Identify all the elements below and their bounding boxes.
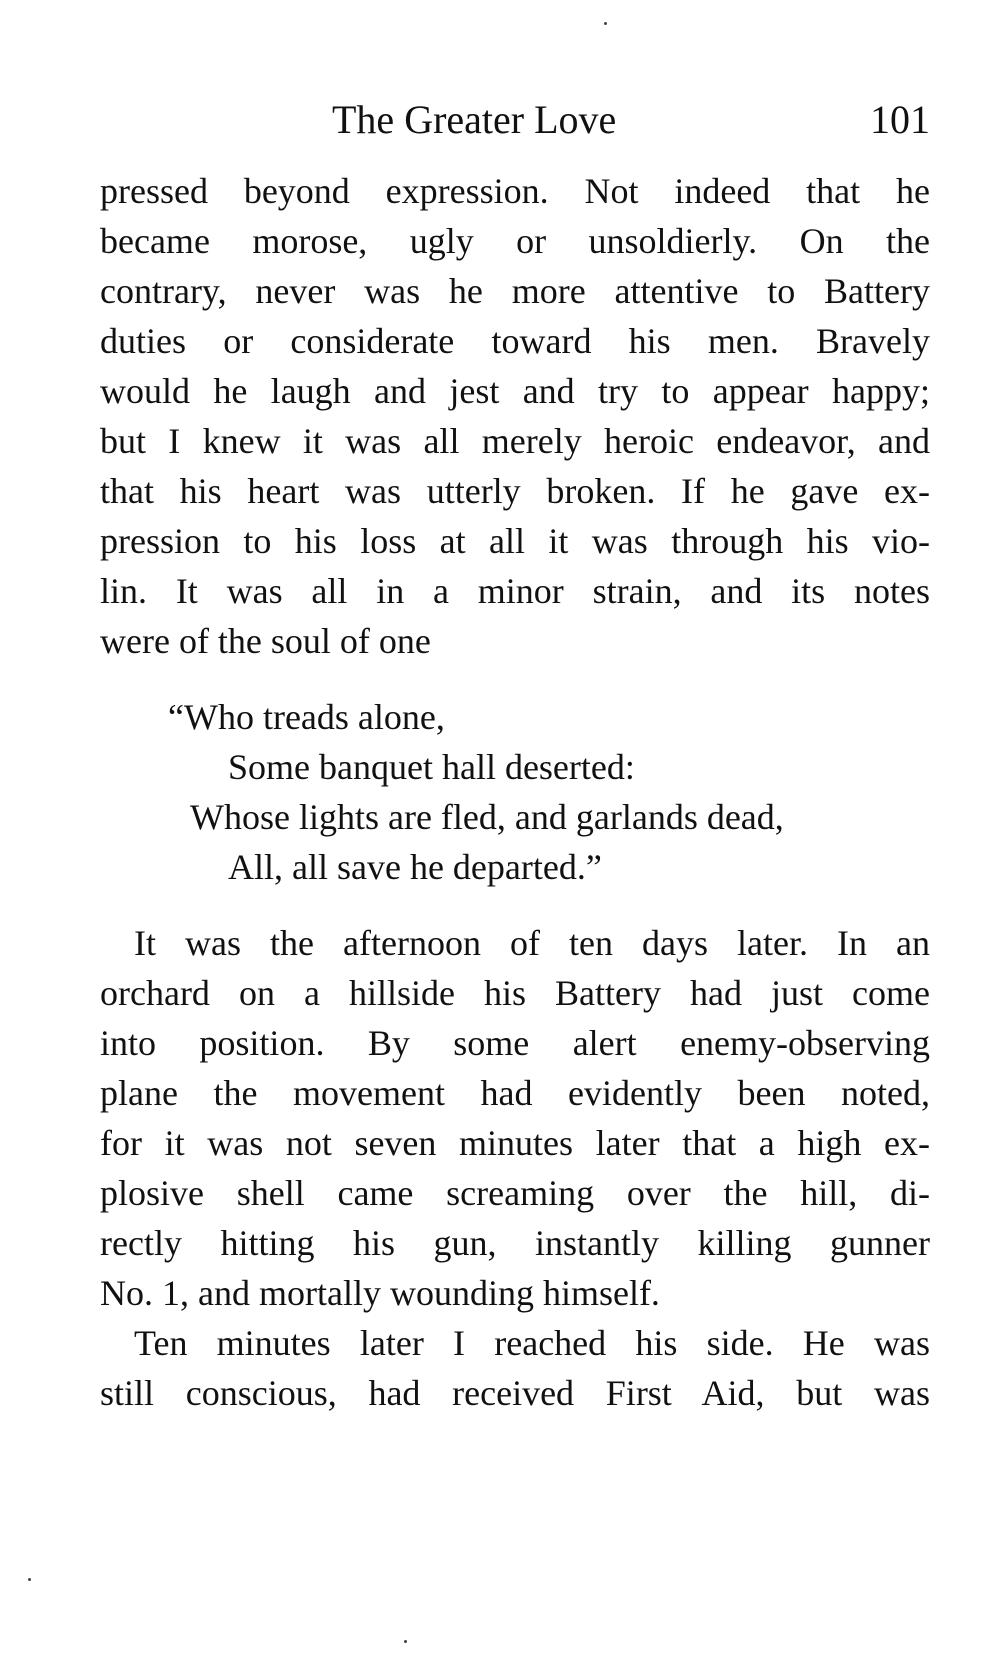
scan-speck [604, 22, 607, 25]
verse-line: “Who treads alone, [168, 697, 445, 737]
text-line: but I knew it was all merely heroic endeavor, and [100, 421, 930, 461]
running-title: The Greater Love [332, 97, 617, 142]
text-line: rectly hitting his gun, instantly killing gunner [100, 1223, 930, 1263]
text-line: It was the afternoon of ten days later. In an [134, 923, 930, 963]
text-line: plane the movement had evidently been noted, [100, 1073, 930, 1113]
text-line: plosive shell came screaming over the hill, di- [100, 1173, 930, 1213]
text-line: pression to his loss at all it was through his vio- [100, 521, 930, 561]
text-line: for it was not seven minutes later that a high ex- [100, 1123, 930, 1163]
verse-line: All, all save he departed.” [228, 847, 602, 887]
text-line: still conscious, had received First Aid, but was [100, 1373, 930, 1413]
page-header [100, 92, 930, 148]
scan-speck [404, 1640, 407, 1643]
text-line: became morose, ugly or unsoldierly. On the [100, 221, 930, 261]
text-line: were of the soul of one [100, 621, 431, 661]
text-line: contrary, never was he more attentive to Battery [100, 271, 930, 311]
text-line: pressed beyond expression. Not indeed that he [100, 171, 930, 211]
text-line: duties or considerate toward his men. Bravely [100, 321, 930, 361]
text-line: that his heart was utterly broken. If he gave ex- [100, 471, 930, 511]
text-line: into position. By some alert enemy-observing [100, 1023, 930, 1063]
scan-speck [28, 1578, 31, 1581]
page-number: 101 [870, 97, 930, 142]
verse-line: Whose lights are fled, and garlands dead, [190, 797, 784, 837]
text-line: orchard on a hillside his Battery had just come [100, 973, 930, 1013]
text-line: lin. It was all in a minor strain, and its notes [100, 571, 930, 611]
text-line: Ten minutes later I reached his side. He was [134, 1323, 930, 1363]
text-line: No. 1, and mortally wounding himself. [100, 1273, 660, 1313]
verse-line: Some banquet hall deserted: [228, 747, 635, 787]
text-line: would he laugh and jest and try to appear happy; [100, 371, 930, 411]
